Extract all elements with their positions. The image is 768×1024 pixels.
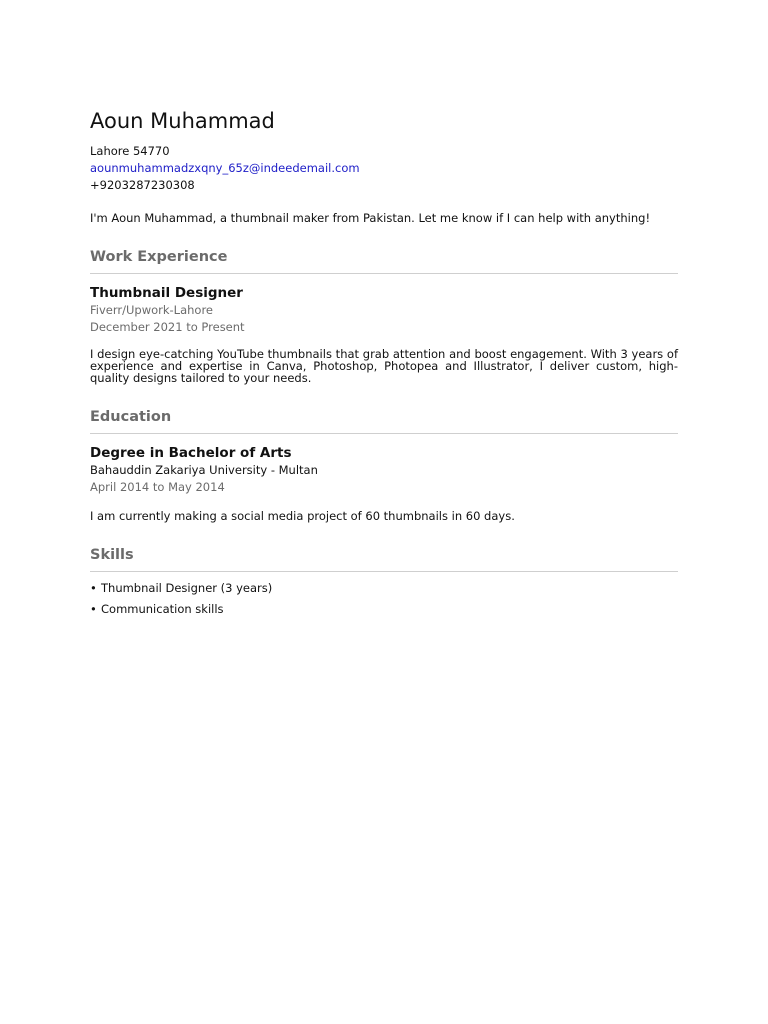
email-link[interactable]: aounmuhammadzxqny_65z@indeedemail.com [90,161,360,175]
degree-title: Degree in Bachelor of Arts [90,445,292,461]
list-item [90,602,678,617]
candidate-name: Aoun Muhammad [90,109,275,133]
education-description: I am currently making a social media project of 60 thumbnails in 60 days. [90,509,515,523]
education-dates: April 2014 to May 2014 [90,480,225,494]
summary-text: I'm Aoun Muhammad, a thumbnail maker from Pakistan. Let me know if I can help with anything! [90,211,651,225]
location: Lahore 54770 [90,144,170,158]
company-name: Fiverr/Upwork-Lahore [90,303,214,317]
skills-section [90,545,678,617]
resume-header [90,108,678,194]
job-description: I design eye-catching YouTube thumbnails that grab attention and boost engagement. With 3 years of experience and expertise in Canva, Photoshop, Photopea and Illustrator, I deliver custom, high-quality designs tailored to your needs. [90,347,678,385]
education-entry [90,445,678,524]
skills-list [90,581,678,617]
bullet-icon: • [90,581,97,595]
work-entry [90,285,678,384]
skills-heading: Skills [90,545,678,572]
resume-page [90,108,678,623]
bullet-icon: • [90,602,97,616]
job-dates: December 2021 to Present [90,320,245,334]
work-experience-heading: Work Experience [90,247,678,274]
school-name: Bahauddin Zakariya University - Multan [90,463,318,477]
education-heading: Education [90,407,678,434]
list-item [90,581,678,596]
skill-label: Thumbnail Designer (3 years) [101,581,273,595]
phone-number: +9203287230308 [90,178,195,192]
job-title: Thumbnail Designer [90,285,243,301]
work-experience-section [90,247,678,384]
skill-label: Communication skills [101,602,224,616]
education-section [90,407,678,524]
